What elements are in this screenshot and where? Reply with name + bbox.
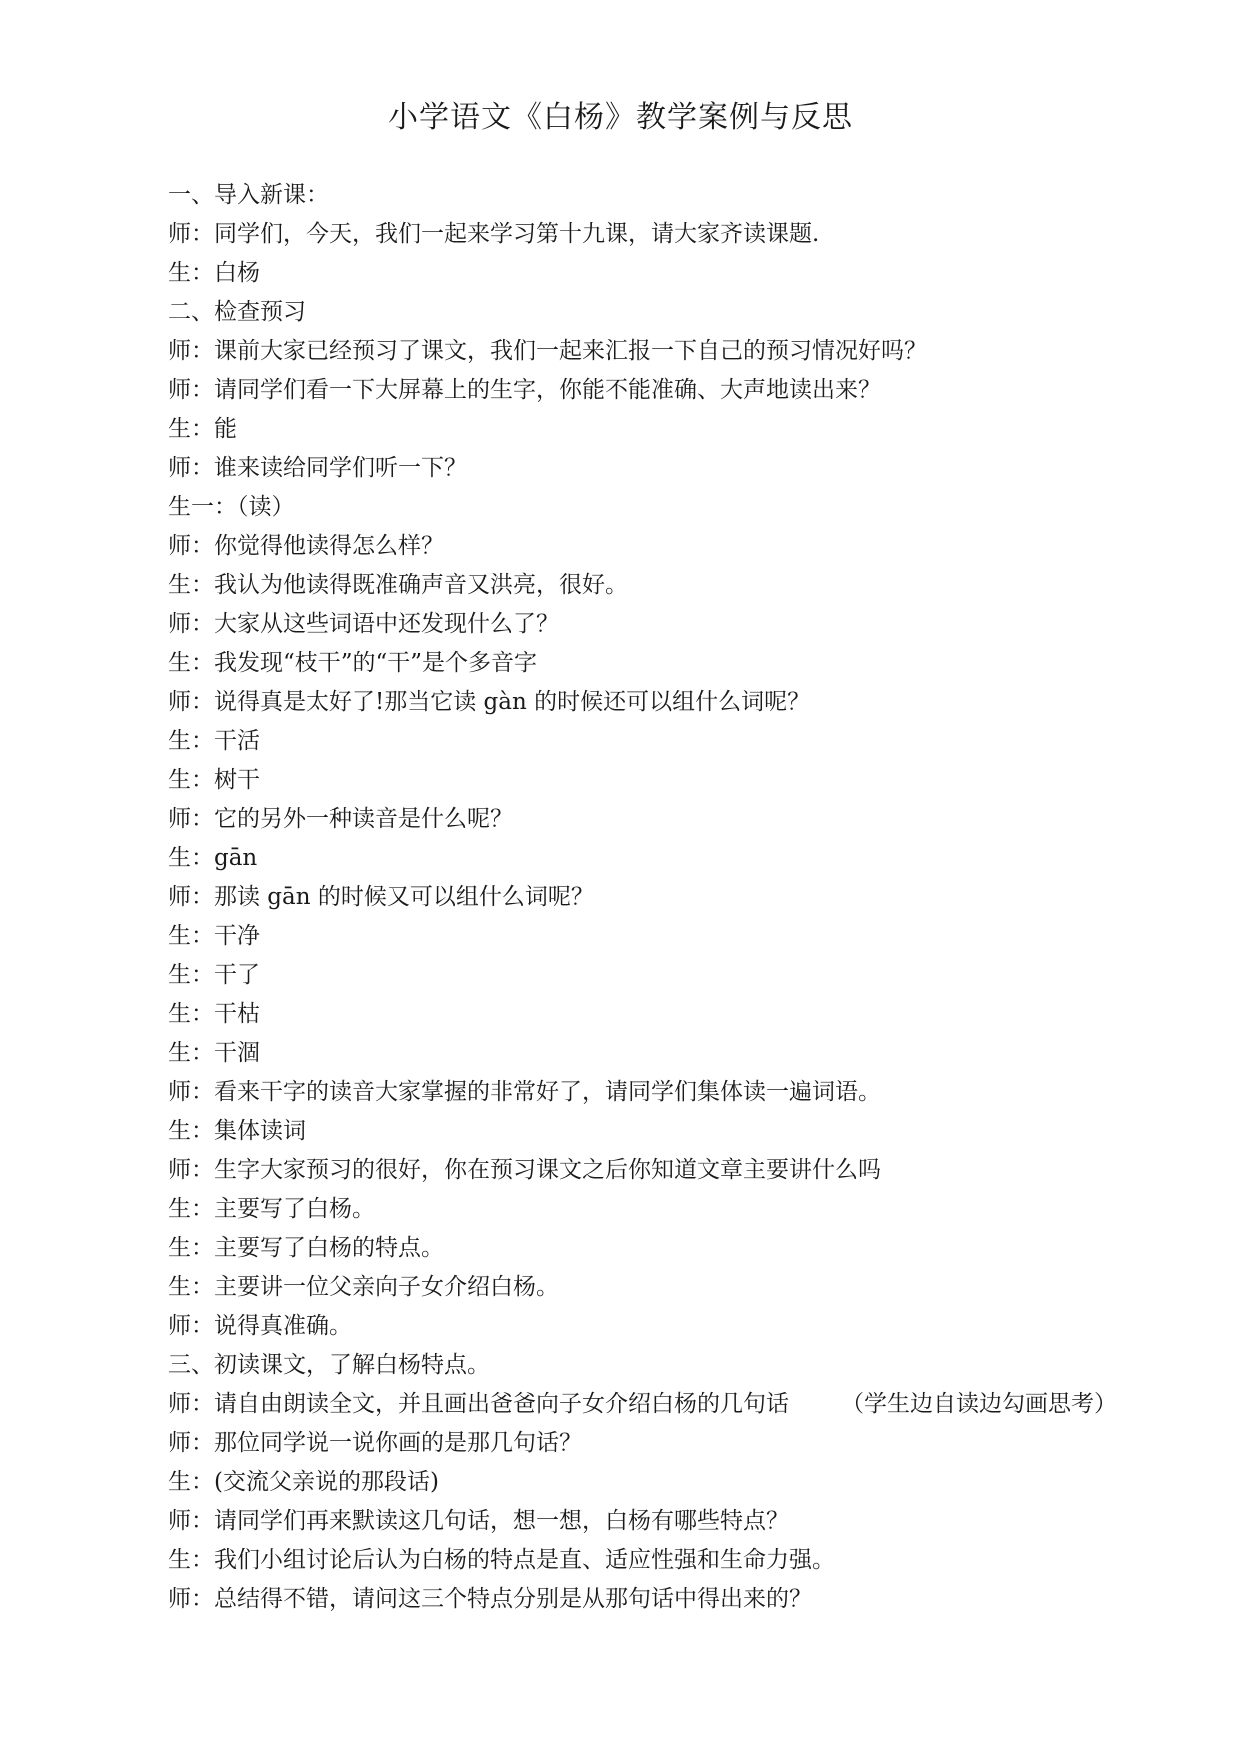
text-line: 师：同学们，今天，我们一起来学习第十九课，请大家齐读课题. [168, 221, 820, 247]
text-line: 生：干涸 [168, 1040, 260, 1066]
paragraph-note-text: （学生边自读边勾画思考） [841, 1391, 1117, 1417]
text-line: 师：大家从这些词语中还发现什么了？ [168, 611, 559, 637]
text-line: 生：主要写了白杨的特点。 [168, 1235, 444, 1261]
document-body [120, 176, 1130, 1619]
text-line: 生：干活 [168, 728, 260, 754]
text-line: 师：说得真是太好了!那当它读 gàn 的时候还可以组什么词呢？ [168, 689, 811, 715]
text-line: 生：干了 [168, 962, 260, 988]
text-line: 生：(交流父亲说的那段话) [168, 1469, 439, 1495]
text-line: 师：谁来读给同学们听一下？ [168, 455, 467, 481]
text-line: 一、导入新课： [168, 182, 329, 208]
text-line: 生：我发现“枝干”的“干”是个多音字 [168, 650, 538, 676]
text-line: 师：请同学们看一下大屏幕上的生字，你能不能准确、大声地读出来？ [168, 377, 881, 403]
text-line: 生：我们小组讨论后认为白杨的特点是直、适应性强和生命力强。 [168, 1547, 835, 1573]
text-line: 师：请同学们再来默读这几句话，想一想，白杨有哪些特点？ [168, 1508, 789, 1534]
text-line: 师：那位同学说一说你画的是那几句话？ [168, 1430, 582, 1456]
document-title: 小学语文《白杨》教学案例与反思 [388, 100, 853, 135]
text-line: 师：你觉得他读得怎么样？ [168, 533, 444, 559]
wrapped-paragraph [120, 1385, 1130, 1424]
text-line: 二、检查预习 [168, 299, 306, 325]
text-line: 生：干净 [168, 923, 260, 949]
text-line: 师：总结得不错，请问这三个特点分别是从那句话中得出来的？ [168, 1586, 812, 1612]
text-line: 生：集体读词 [168, 1118, 306, 1144]
text-line: 生：主要讲一位父亲向子女介绍白杨。 [168, 1274, 559, 1300]
text-line: 师：课前大家已经预习了课文，我们一起来汇报一下自己的预习情况好吗？ [168, 338, 927, 364]
text-line: 生：白杨 [168, 260, 260, 286]
text-line: 生：树干 [168, 767, 260, 793]
text-line: 师：它的另外一种读音是什么呢？ [168, 806, 513, 832]
text-line: 三、初读课文，了解白杨特点。 [168, 1352, 490, 1378]
text-line: 生：干枯 [168, 1001, 260, 1027]
text-line: 生：能 [168, 416, 237, 442]
text-line: 师：生字大家预习的很好，你在预习课文之后你知道文章主要讲什么吗 [168, 1157, 881, 1183]
text-line: 师：那读 gān 的时候又可以组什么词呢？ [168, 884, 594, 910]
paragraph-main-text: 师：请自由朗读全文，并且画出爸爸向子女介绍白杨的几句话 [168, 1391, 789, 1417]
text-line: 生：gān [168, 845, 258, 871]
text-line: 师：看来干字的读音大家掌握的非常好了，请同学们集体读一遍词语。 [168, 1079, 881, 1105]
text-line: 生：我认为他读得既准确声音又洪亮，很好。 [168, 572, 628, 598]
text-line: 生：主要写了白杨。 [168, 1196, 375, 1222]
text-line: 生一：（读） [168, 494, 295, 520]
text-line: 师：说得真准确。 [168, 1313, 352, 1339]
